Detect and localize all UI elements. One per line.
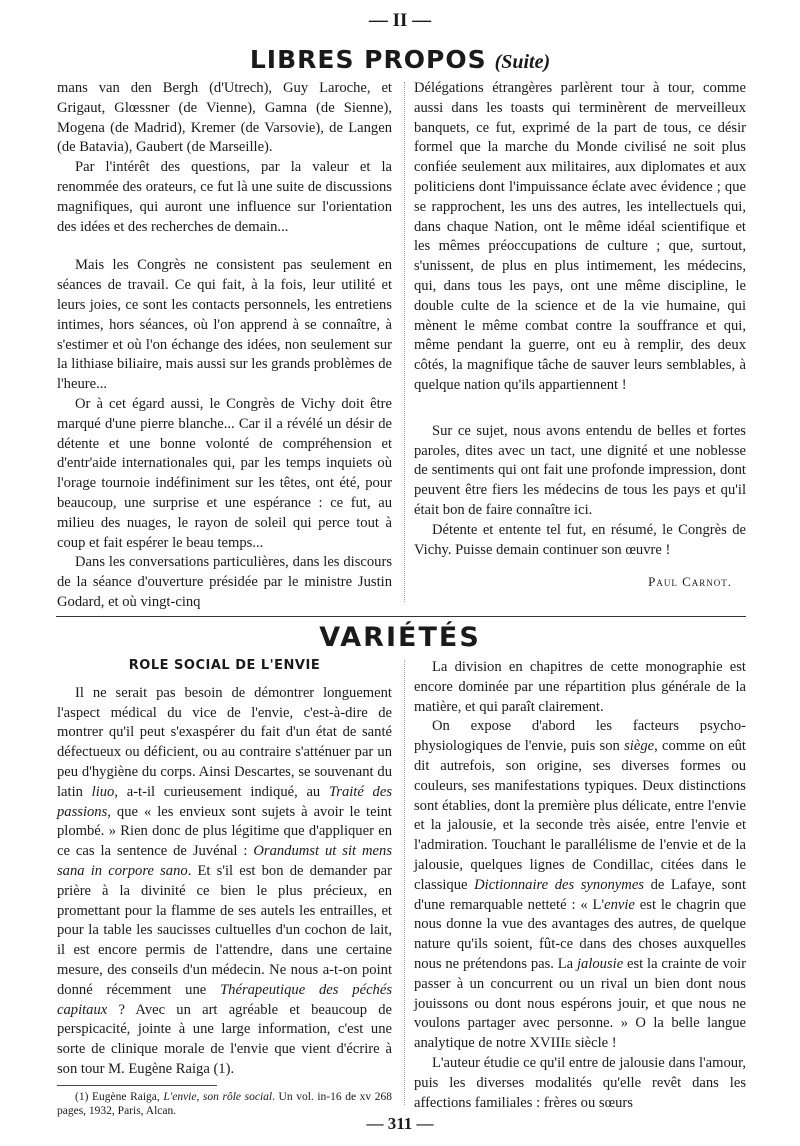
page-number-bottom: — 311 — (366, 1114, 434, 1133)
section-title-libres-propos (0, 45, 800, 74)
paragraph: Il ne serait pas besoin de démontrer longuement l'aspect médical du vice de l'envie, c'est-à-dire de montrer qu'il peut s'exaspérer du fait d'un état de santé défectueux ou déficient, ou au contraire s'atténuer par un peu d'hygiène du corps. Ainsi Descartes, se souvenant du latin liuo, a-t-il curieusement indiqué, au Traité des passions, que « les envieux sont sujets à avoir le teint plombé. » Rien donc de plus légitime que d'appliquer en ce cas la sentence de Juvénal : Orandumst ut sit mens sana in corpore sano. Et s'il est bon de demander par prière à la divinité ce bien le plus précieux, en promettant pour la flamme de ses autels les entrailles, et pour la table les saucisses cultuelles d'un cochon de lait, il est encore permis de l'attendre, dans une certaine mesure, des conseils d'un médecin. Ne nous a-t-on point donné récemment une Thérapeutique des péchés capitaux ? Avec un art agréable et beaucoup de perspicacité, jointe à une large information, c'est une sorte de clinique morale de l'envie que vient d'écrire à son tour M. Eugène Raiga (1). (57, 684, 392, 1077)
paragraph: Détente et entente tel fut, en résumé, le Congrès de Vichy. Puisse demain continuer son œuvre ! (414, 521, 746, 558)
paragraph: Mais les Congrès ne consistent pas seulement en séances de travail. Ce qui fait, à la fois, leur utilité et leurs joies, ce sont les contacts personnels, les entretiens intimes, hors séances, où l'on apprend à se connaître, à s'estimer et où l'on échange des idées, non seulement sur la lithiase biliaire, mais aussi sur les grands problèmes de l'heure... (57, 257, 392, 393)
paragraph: Par l'intérêt des questions, par la valeur et la renommée des orateurs, ce fut là une suite de discussions magnifiques, qui auront une influence sur l'orientation des idées et des recherches de demain... (57, 159, 392, 235)
paragraph: mans van den Bergh (d'Utrech), Guy Laroche, et Grigaut, Glœssner (de Vienne), Gamna (de Sienne), Mogena (de Madrid), Kremer (de Varsovie), de Langen (de Batavia), Gaubert (de Marseille). (57, 80, 392, 156)
varietes-left-column (57, 656, 392, 1118)
paragraph: On expose d'abord les facteurs psycho-physiologiques de l'envie, puis son siège, comme on eût dit autrefois, son origine, ses diverses formes ou couleurs, ses manifestations typiques. Deux distinctions sont établies, dont la première plus délicate, entre l'envie et la jalousie, et la seconde très aisée, entre l'envie et l'admiration. Touchant le parallélisme de l'envie et de la jalousie, quelques lignes de Condillac, citées dans le classique Dictionnaire des synonymes de Lafaye, sont d'une remarquable netteté : « L'envie est le chagrin que nous donne la vue des avantages des autres, de quelque nature qu'ils soient, fût-ce dans des choses auxquelles nous ne prétendons pas. La jalousie est la crainte de voir passer à un concurrent ou un rival un bien dont nous jouissons ou dont nous espérons jouir, et que nous ne voulons partager avec personne. » O la belle langue analytique de notre XVIIIe siècle ! (414, 718, 746, 1052)
varietes-right-column (414, 658, 746, 1113)
section-title-varietes: VARIÉTÉS (319, 622, 481, 653)
footnote: (1) Eugène Raiga, L'envie, son rôle social. Un vol. in-16 de xv 268 pages, 1932, Paris, Alcan. (57, 1090, 392, 1117)
libres-propos-left-column (57, 79, 392, 613)
section-subtitle: (Suite) (494, 51, 551, 73)
paragraph: L'auteur étudie ce qu'il entre de jalousie dans l'amour, puis les diverses modalités qu'elle revêt dans les affections familiales : frères ou sœurs (414, 1054, 746, 1111)
footnote-divider (57, 1085, 217, 1086)
section-title-text: LIBRES PROPOS (249, 45, 487, 74)
paragraph: Sur ce sujet, nous avons entendu de belles et fortes paroles, dites avec un tact, une dignité et une noblesse de sentiments qui ont fait une profonde impression, dont peuvent être fiers les médecins de tous les pays et qu'il était bon de faire connaître ici. (414, 422, 746, 518)
page-number-top: — II — (368, 10, 432, 31)
section-divider (56, 616, 746, 617)
column-divider (404, 660, 405, 1105)
paragraph: La division en chapitres de cette monographie est encore dominée par une répartition plus générale de la matière, et qui paraît clairement. (414, 659, 746, 715)
libres-propos-right-column (414, 79, 746, 592)
paragraph: Délégations étrangères parlèrent tour à tour, comme aussi dans les toasts qui terminèrent de merveilleux banquets, ce fut, exprimé de la part de tous, ce désir formel que la marche du Monde civilisé ne soit plus confiée seulement aux militaires, aux diplomates et aux politiciens dont l'impuissance éclate avec évidence ; que se rapprochent, les uns des autres, les intellectuels qui, dans chaque Nation, ont le même idéal scientifique et les mêmes préoccupations de culture ; que, surtout, s'unissent, de plus en plus intimement, les médecins, qui, dans tous les pays, ont une même discipline, le double culte de la science et de la vie humaine, qui mènent le même combat contre la souffrance et qui, même pendant la guerre, ont eu à remplir, des deux côtés, la magnifique tâche de sauver leurs semblables, à quelque nation qu'ils appartiennent ! (414, 80, 746, 393)
column-divider (404, 82, 405, 602)
paragraph: Dans les conversations particulières, dans les discours de la séance d'ouverture présidée par le ministre Justin Godard, et où vingt-cinq (57, 554, 392, 610)
article-subtitle: ROLE SOCIAL DE L'ENVIE (128, 658, 321, 673)
paragraph: Or à cet égard aussi, le Congrès de Vichy doit être marqué d'une pierre blanche... Car il a révélé un désir de détente et une bonne volonté de compréhension et d'entr'aide internationales qui, par les temps inquiets où l'orage tournoie indéfiniment sur les têtes, ont été, pour beaucoup, une surprise et une espérance : ce fut, au milieu des nuages, le rayon de soleil qui perce tout à coup et fait espérer le beau temps... (57, 395, 392, 551)
signature: Paul Carnot. (648, 574, 732, 590)
